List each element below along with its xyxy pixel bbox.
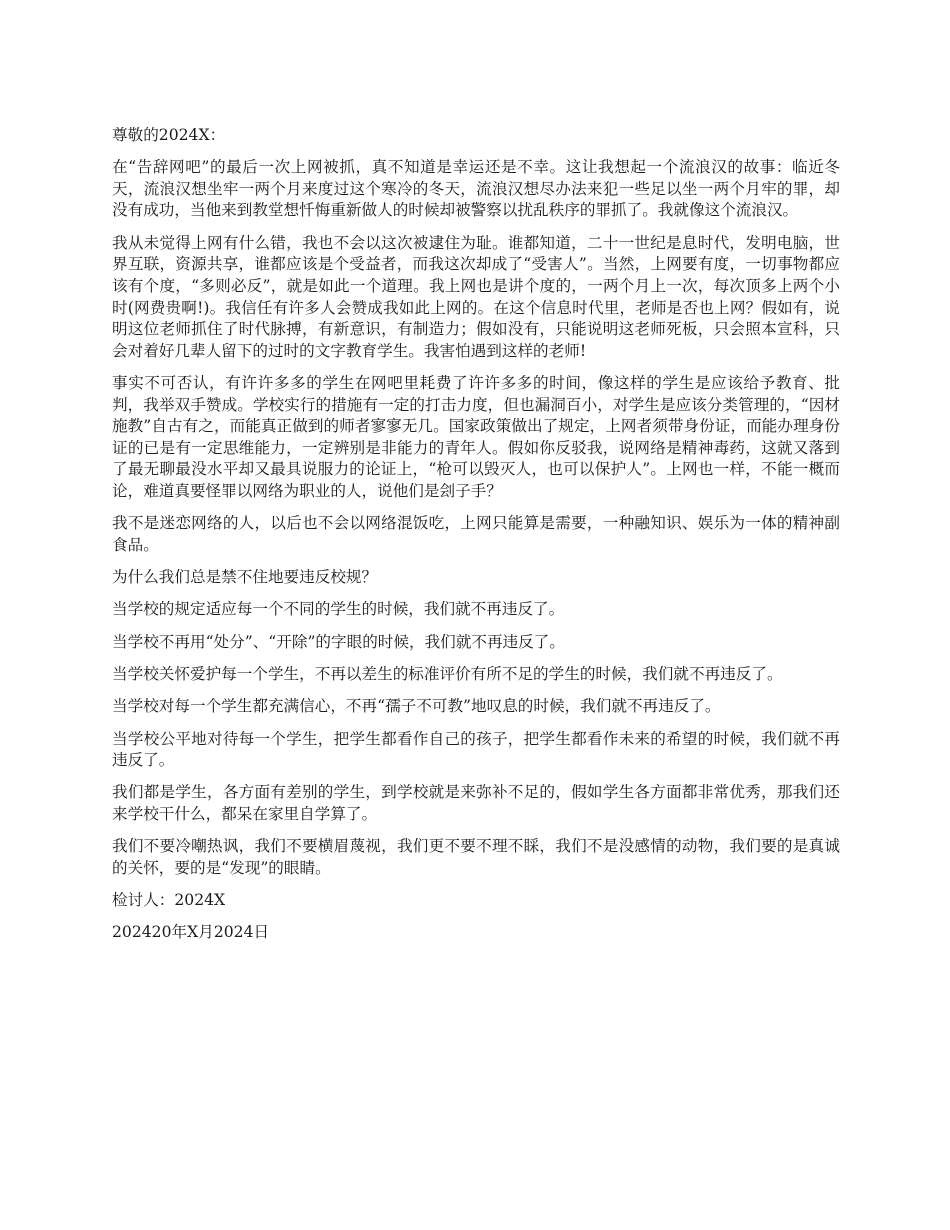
signature: 检讨人：2024X: [112, 891, 226, 910]
paragraph-2: 我从未觉得上网有什么错，我也不会以这次被逮住为耻。谁都知道，二十一世纪是息时代，发明电脑，世界互联，资源共享，谁都应该是个受益者，而我这次却成了“受害人”。当然，上网要有度，一切事物都应该有个度，“多则必反”，就是如此一个道理。我上网也是讲个度的，一两个月上一次，每次顶多上两个小时(网费贵啊!)。我信任有许多人会赞成我如此上网的。在这个信息时代里，老师是否也上网？假如有，说明这位老师抓住了时代脉搏，有新意识，有制造力；假如没有，只能说明这老师死板，只会照本宣科，只会对着好几辈人留下的过时的文字教育学生。我害怕遇到这样的老师!: [112, 233, 840, 360]
paragraph-8: 当学校关怀爱护每一个学生，不再以差生的标准评价有所不足的学生的时候，我们就不再违反了。: [112, 664, 783, 683]
paragraph-6: 当学校的规定适应每一个不同的学生的时候，我们就不再违反了。: [112, 600, 565, 619]
paragraph-10: 当学校公平地对待每一个学生，把学生都看作自己的孩子，把学生都看作未来的希望的时候，我们就不再违反了。: [112, 729, 840, 770]
paragraph-5: 为什么我们总是禁不住地要违反校规？: [112, 568, 378, 587]
letter-document: [112, 125, 840, 955]
paragraph-12: 我们不要冷嘲热讽，我们不要横眉蔑视，我们更不要不理不睬，我们不是没感情的动物，我们要的是真诚的关怀，要的是“发现”的眼睛。: [112, 837, 840, 877]
paragraph-11: 我们都是学生，各方面有差别的学生，到学校就是来弥补不足的，假如学生各方面都非常优秀，那我们还来学校干什么，都呆在家里自学算了。: [112, 783, 840, 823]
paragraph-1: 在“告辞网吧”的最后一次上网被抓，真不知道是幸运还是不幸。这让我想起一个流浪汉的故事：临近冬天，流浪汉想坐牢一两个月来度过这个寒冷的冬天，流浪汉想尽办法来犯一些足以坐一两个月牢的罪，却没有成功，当他来到教堂想忏悔重新做人的时候却被警察以扰乱秩序的罪抓了。我就像这个流浪汉。: [112, 158, 840, 220]
paragraph-7: 当学校不再用“处分”、“开除”的字眼的时候，我们就不再违反了。: [112, 632, 565, 651]
date: 202420年X月2024日: [112, 923, 270, 942]
paragraph-9: 当学校对每一个学生都充满信心，不再“孺子不可教”地叹息的时候，我们就不再违反了。: [112, 697, 721, 716]
paragraph-3: 事实不可否认，有许许多多的学生在网吧里耗费了许许多多的时间，像这样的学生是应该给予教育、批判，我举双手赞成。学校实行的措施有一定的打击力度，但也漏洞百小，对学生是应该分类管理的，“因材施教”自古有之，而能真正做到的师者寥寥无几。国家政策做出了规定，上网者须带身份证，而能办理身份证的已是有一定思维能力，一定辨别是非能力的青年人。假如你反驳我，说网络是精神毒药，这就又落到了最无聊最没水平却又最具说服力的论证上，“枪可以毁灭人，也可以保护人”。上网也一样，不能一概而论，难道真要怪罪以网络为职业的人，说他们是刽子手？: [112, 374, 840, 500]
paragraph-4: 我不是迷恋网络的人，以后也不会以网络混饭吃，上网只能算是需要，一种融知识、娱乐为一体的精神副食品。: [112, 514, 840, 554]
salutation: 尊敬的2024X：: [112, 126, 226, 144]
